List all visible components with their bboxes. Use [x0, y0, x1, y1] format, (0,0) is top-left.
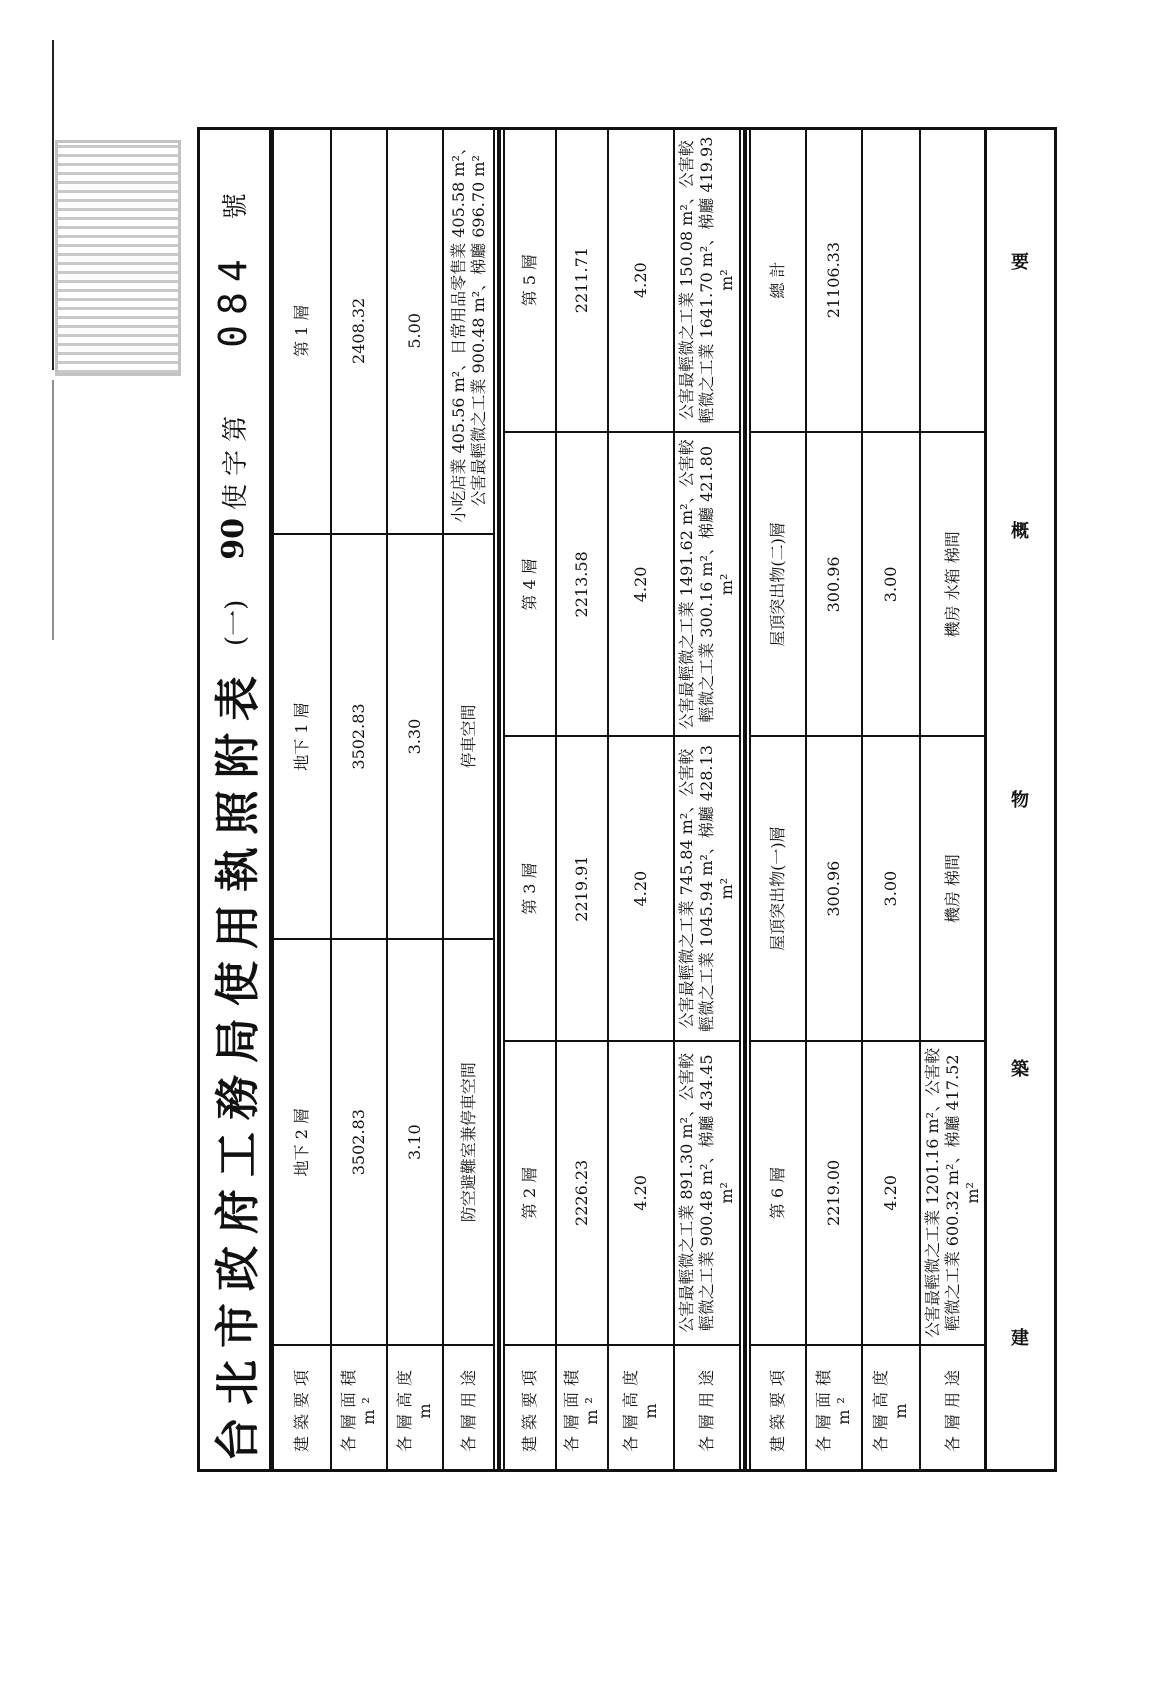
section-basement-ground: [272, 127, 495, 1472]
floor-name: 第 2 層: [504, 1041, 556, 1345]
side-label-char: 建: [1011, 1328, 1029, 1350]
floor-use: 公害最輕微之工業 745.84 m²、公害較輕微之工業 1045.94 m²、梯廳 428.13 m²: [674, 737, 740, 1041]
seal-stamp: [55, 140, 181, 376]
scan-edge-mark: [52, 40, 54, 370]
label-height: 各層高度 m: [387, 1345, 443, 1471]
section-floors-2-5: [503, 127, 741, 1472]
side-label-char: 概: [1011, 521, 1029, 543]
label-item: 建築要項: [504, 1345, 556, 1471]
label-use: 各層用途: [443, 1345, 494, 1471]
document-page: [197, 127, 1057, 1472]
floor-height: 3.00: [862, 432, 920, 736]
label-item: 建築要項: [750, 1345, 806, 1471]
floor-use: 公害最輕微之工業 150.08 m²、公害較輕微之工業 1641.70 m²、梯廳 419.93 m²: [674, 128, 740, 432]
form-body: [269, 127, 1054, 1472]
scan-edge-mark: [52, 380, 54, 640]
floor-use: 公害最輕微之工業 1491.62 m²、公害較輕微之工業 300.16 m²、梯廳 421.80 m²: [674, 432, 740, 736]
label-area: 各層面積m²: [331, 1345, 387, 1471]
floor-area: 2226.23: [556, 1041, 608, 1345]
label-use: 各層用途: [674, 1345, 740, 1471]
floor-name: 屋頂突出物(一)層: [750, 737, 806, 1041]
label-area: 各層面積m²: [556, 1345, 608, 1471]
floor-use: 防空避難室兼停車空間: [443, 939, 494, 1345]
title-band: [197, 127, 269, 1472]
label-height: 各層高度 m: [608, 1345, 674, 1471]
floor-height: [862, 128, 920, 432]
floor-name: 地下 1 層: [273, 534, 331, 940]
label-area: 各層面積m²: [806, 1345, 862, 1471]
floor-use: 停車空間: [443, 534, 494, 940]
floor-use: 機房 水箱 梯間: [920, 432, 986, 736]
floor-name: 屋頂突出物(二)層: [750, 432, 806, 736]
floor-name: 第 3 層: [504, 737, 556, 1041]
title-subnumber: (一): [220, 599, 251, 646]
floor-area: 2219.00: [806, 1041, 862, 1345]
side-label-char: 要: [1011, 252, 1029, 274]
floor-name: 地下 2 層: [273, 939, 331, 1345]
permit-hao-label: 號: [220, 193, 251, 220]
floor-use: 小吃店業 405.56 m²、日常用品零售業 405.58 m²、公害最輕微之工業 900.48 m²、梯廳 696.70 m²: [443, 128, 494, 534]
permit-year: 90: [215, 517, 251, 560]
label-height: 各層高度 m: [862, 1345, 920, 1471]
floor-use: [920, 128, 986, 432]
floor-area: 3502.83: [331, 534, 387, 940]
floor-use: 公害最輕微之工業 1201.16 m²、公害較輕微之工業 600.32 m²、梯廳 417.52 m²: [920, 1041, 986, 1345]
floor-name: 第 1 層: [273, 128, 331, 534]
floor-area: 2213.58: [556, 432, 608, 736]
label-use: 各層用途: [920, 1345, 986, 1471]
floor-height: 4.20: [608, 1041, 674, 1345]
section-divider: [497, 127, 501, 1472]
floor-height: 4.20: [608, 128, 674, 432]
floor-name: 第 4 層: [504, 432, 556, 736]
floor-area: 300.96: [806, 737, 862, 1041]
floor-use: 機房 梯間: [920, 737, 986, 1041]
floor-height: 4.20: [608, 737, 674, 1041]
permit-char-label: 使字第: [220, 407, 251, 510]
side-label-char: 築: [1011, 1059, 1029, 1081]
floor-area: 2211.71: [556, 128, 608, 432]
section-divider: [743, 127, 747, 1472]
floor-area: 21106.33: [806, 128, 862, 432]
floor-name: 第 6 層: [750, 1041, 806, 1345]
floor-area: 2219.91: [556, 737, 608, 1041]
floor-area: 300.96: [806, 432, 862, 736]
floor-height: 3.10: [387, 939, 443, 1345]
floor-name: 總 計: [750, 128, 806, 432]
floor-height: 4.20: [608, 432, 674, 736]
label-item: 建築要項: [273, 1345, 331, 1471]
floor-area: 3502.83: [331, 939, 387, 1345]
side-label-char: 物: [1011, 790, 1029, 812]
permit-number: 084: [211, 249, 255, 348]
floor-name: 第 5 層: [504, 128, 556, 432]
floor-height: 3.30: [387, 534, 443, 940]
floor-area: 2408.32: [331, 128, 387, 534]
floor-height: 4.20: [862, 1041, 920, 1345]
floor-height: 5.00: [387, 128, 443, 534]
floor-use: 公害最輕微之工業 891.30 m²、公害較輕微之工業 900.48 m²、梯廳 434.45 m²: [674, 1041, 740, 1345]
floor-height: 3.00: [862, 737, 920, 1041]
section-floor-6-roof: [749, 127, 985, 1472]
document-title: 台北市政府工務局使用執照附表: [210, 663, 264, 1462]
side-label-band: [984, 127, 1054, 1472]
